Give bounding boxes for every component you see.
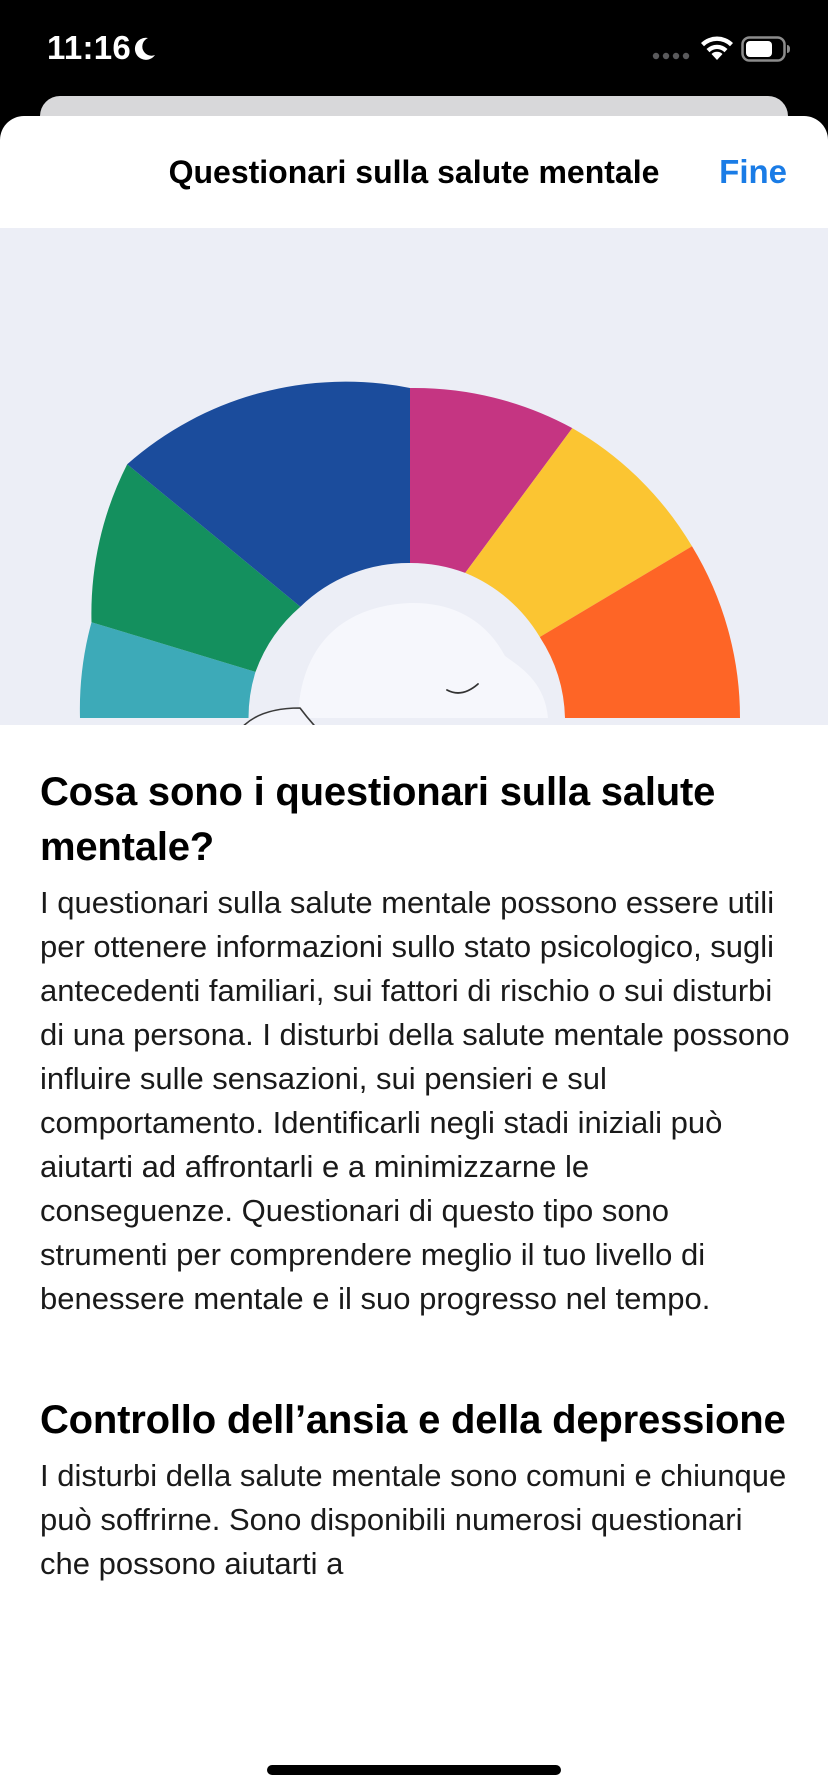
modal-sheet — [0, 116, 828, 1792]
status-time: 11:16 — [47, 29, 132, 66]
moon-icon — [130, 35, 158, 63]
section-anxiety-depression — [40, 1393, 790, 1586]
rainbow-fan-illustration — [0, 228, 828, 725]
section-heading: Controllo dell’ansia e della depressione — [40, 1398, 786, 1442]
section-what-are-questionnaires — [40, 765, 790, 1321]
article-content — [40, 765, 790, 1721]
cellular-signal-icon — [652, 52, 690, 60]
section-heading: Cosa sono i questionari sulla salute mentale? — [40, 770, 716, 869]
hero-illustration — [0, 228, 828, 725]
status-bar — [0, 0, 828, 96]
page-title: Questionari sulla salute mentale — [168, 154, 660, 190]
section-body: I disturbi della salute mentale sono comuni e chiunque può soffrirne. Sono disponibili numerosi questionari che possono aiutarti a — [40, 1458, 787, 1581]
done-button[interactable]: Fine — [719, 153, 787, 190]
battery-icon — [741, 36, 791, 62]
home-indicator[interactable] — [267, 1765, 561, 1775]
sleeping-figure-body — [298, 603, 548, 718]
wifi-icon — [699, 34, 735, 62]
section-body: I questionari sulla salute mentale possono essere utili per ottenere informazioni sullo stato psicologico, sugli antecedenti familiari, sui fattori di rischio o sui disturbi di una persona. I disturbi della salute mentale possono influire sulle sensazioni, sui pensieri e sul comportamento. Identificarli negli stadi iniziali può aiutarti ad affrontarli e a minimizzarne le conseguenze. Questionari di questo tipo sono strumenti per comprendere meglio il tuo livello di benessere mentale e il suo progresso nel tempo. — [40, 885, 790, 1316]
navigation-bar — [0, 116, 828, 228]
